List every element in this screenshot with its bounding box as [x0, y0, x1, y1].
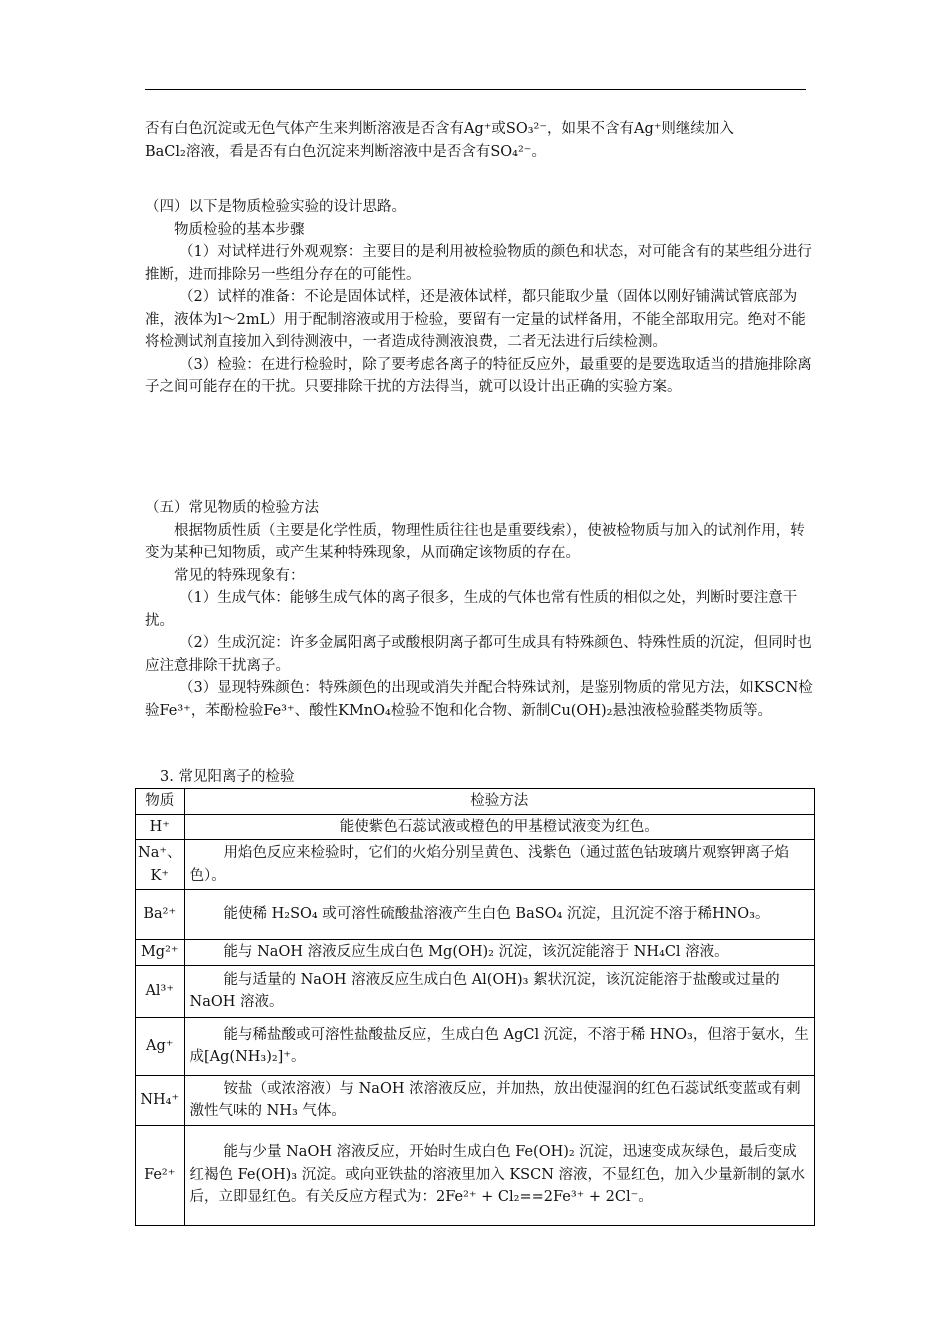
section-5-item-2: （2）生成沉淀：许多金属阳离子或酸根阴离子都可生成具有特殊颜色、特殊性质的沉淀，但同时也应注意排除干扰离子。: [145, 635, 812, 674]
header-rule: [145, 89, 806, 90]
method-text: 用焰色反应来检验时，它们的火焰分别呈黄色、浅紫色（通过蓝色钴玻璃片观察钾离子焰色）。: [189, 845, 789, 884]
method-cell: [184, 1075, 815, 1125]
method-cell: [184, 965, 815, 1017]
method-text: 能使稀 H₂SO₄ 或可溶性硫酸盐溶液产生白色 BaSO₄ 沉淀，且沉淀不溶于稀HNO₃。: [223, 906, 770, 923]
section-5-heading: （五）常见物质的检验方法: [145, 500, 319, 516]
section-4-subheading: 物质检验的基本步骤: [174, 221, 305, 238]
method-cell: [184, 1017, 815, 1075]
table-row: [136, 1125, 815, 1225]
method-cell: 能使紫色石蕊试液或橙色的甲基橙试液变为红色。: [184, 814, 815, 840]
method-text: 能与 NaOH 溶液反应生成白色 Mg(OH)₂ 沉淀，该沉淀能溶于 NH₄Cl 溶液。: [223, 944, 729, 960]
section-5-item-1: （1）生成气体：能够生成气体的离子很多，生成的气体也常有性质的相似之处，判断时要注意干扰。: [145, 590, 798, 629]
section-5-item-3: （3）显现特殊颜色：特殊颜色的出现或消失并配合特殊试剂，是鉴别物质的常见方法，如KSCN检验Fe³⁺，苯酚检验Fe³⁺、酸性KMnO₄检验不饱和化合物、新制Cu(OH)₂悬浊液检验醛类物质等。: [145, 680, 813, 719]
table-row: [136, 890, 815, 940]
header-method: 检验方法: [184, 789, 815, 815]
method-text: 能与少量 NaOH 溶液反应，开始时生成白色 Fe(OH)₂ 沉淀，迅速变成灰绿色，最后变成红褐色 Fe(OH)₃ 沉淀。或向亚铁盐的溶液里加入 KSCN 溶液，不显红色，加入少量新制的氯水后，立即显红色。有关反应方程式为：2Fe²⁺ + Cl₂==2Fe³⁺ + 2Cl⁻。: [189, 1144, 805, 1206]
method-cell: [184, 940, 815, 966]
ion-cell: NH₄⁺: [136, 1075, 185, 1125]
ion-cell: Ag⁺: [136, 1017, 185, 1075]
method-cell: [184, 840, 815, 890]
section-5-subheading: 常见的特殊现象有：: [174, 567, 305, 584]
section-4-step-1: （1）对试样进行外观观察：主要目的是利用被检验物质的颜色和状态，对可能含有的某些组分进行推断，进而排除另一些组分存在的可能性。: [145, 244, 812, 283]
method-text: 能与稀盐酸或可溶性盐酸盐反应，生成白色 AgCl 沉淀，不溶于稀 HNO₃，但溶于氨水，生成[Ag(NH₃)₂]⁺。: [189, 1026, 809, 1065]
cation-test-table: [135, 788, 815, 1226]
table-row: [136, 840, 815, 890]
method-cell: [184, 890, 815, 940]
method-cell: [184, 1125, 815, 1225]
table-header-row: [136, 789, 815, 815]
section-5-paragraph: 根据物质性质（主要是化学性质，物理性质往往也是重要线索），使被检物质与加入的试剂作用，转变为某种已知物质，或产生某种特殊现象，从而确定该物质的存在。: [145, 522, 805, 561]
table-row: [136, 940, 815, 966]
section-4-heading: （四）以下是物质检验实验的设计思路。: [145, 199, 406, 215]
table-row: [136, 965, 815, 1017]
table-row: [136, 1017, 815, 1075]
header-substance: 物质: [136, 789, 185, 815]
section-4-step-2: （2）试样的准备：不论是固体试样，还是液体试样，都只能取少量（固体以刚好铺满试管底部为准，液体为l～2mL）用于配制溶液或用于检验，要留有一定量的试样备用，不能全部取用完。绝对不能将检测试剂直接加入到待测液中，一者造成待测液浪费，二者无法进行后续检测。: [145, 289, 806, 350]
method-text: 能与适量的 NaOH 溶液反应生成白色 Al(OH)₃ 絮状沉淀，该沉淀能溶于盐酸或过量的 NaOH 溶液。: [189, 971, 780, 1010]
section-4-step-3: （3）检验：在进行检验时，除了要考虑各离子的特征反应外，最重要的是要选取适当的措施排除离子之间可能存在的干扰。只要排除干扰的方法得当，就可以设计出正确的实验方案。: [145, 356, 812, 395]
intro-block: [145, 118, 817, 163]
table-title: 3. 常见阳离子的检验: [160, 769, 295, 785]
table-row: [136, 1075, 815, 1125]
method-text: 铵盐（或浓溶液）与 NaOH 浓溶液反应，并加热，放出使湿润的红色石蕊试纸变蓝或有刺激性气味的 NH₃ 气体。: [189, 1080, 801, 1119]
ion-cell: Al³⁺: [136, 965, 185, 1017]
ion-cell: Ba²⁺: [136, 890, 185, 940]
ion-cell: Fe²⁺: [136, 1125, 185, 1225]
intro-line-1: 否有白色沉淀或无色气体产生来判断溶液是否含有Ag⁺或SO₃²⁻，如果不含有Ag⁺则继续加入: [145, 121, 734, 137]
ion-cell: Na⁺、K⁺: [136, 840, 185, 890]
ion-cell: H⁺: [136, 814, 185, 840]
section-5: [145, 497, 817, 722]
table-row: [136, 814, 815, 840]
ion-cell: Mg²⁺: [136, 940, 185, 966]
section-4: [145, 196, 817, 399]
intro-line-2: BaCl₂溶液，看是否有白色沉淀来判断溶液中是否含有SO₄²⁻。: [145, 143, 546, 160]
